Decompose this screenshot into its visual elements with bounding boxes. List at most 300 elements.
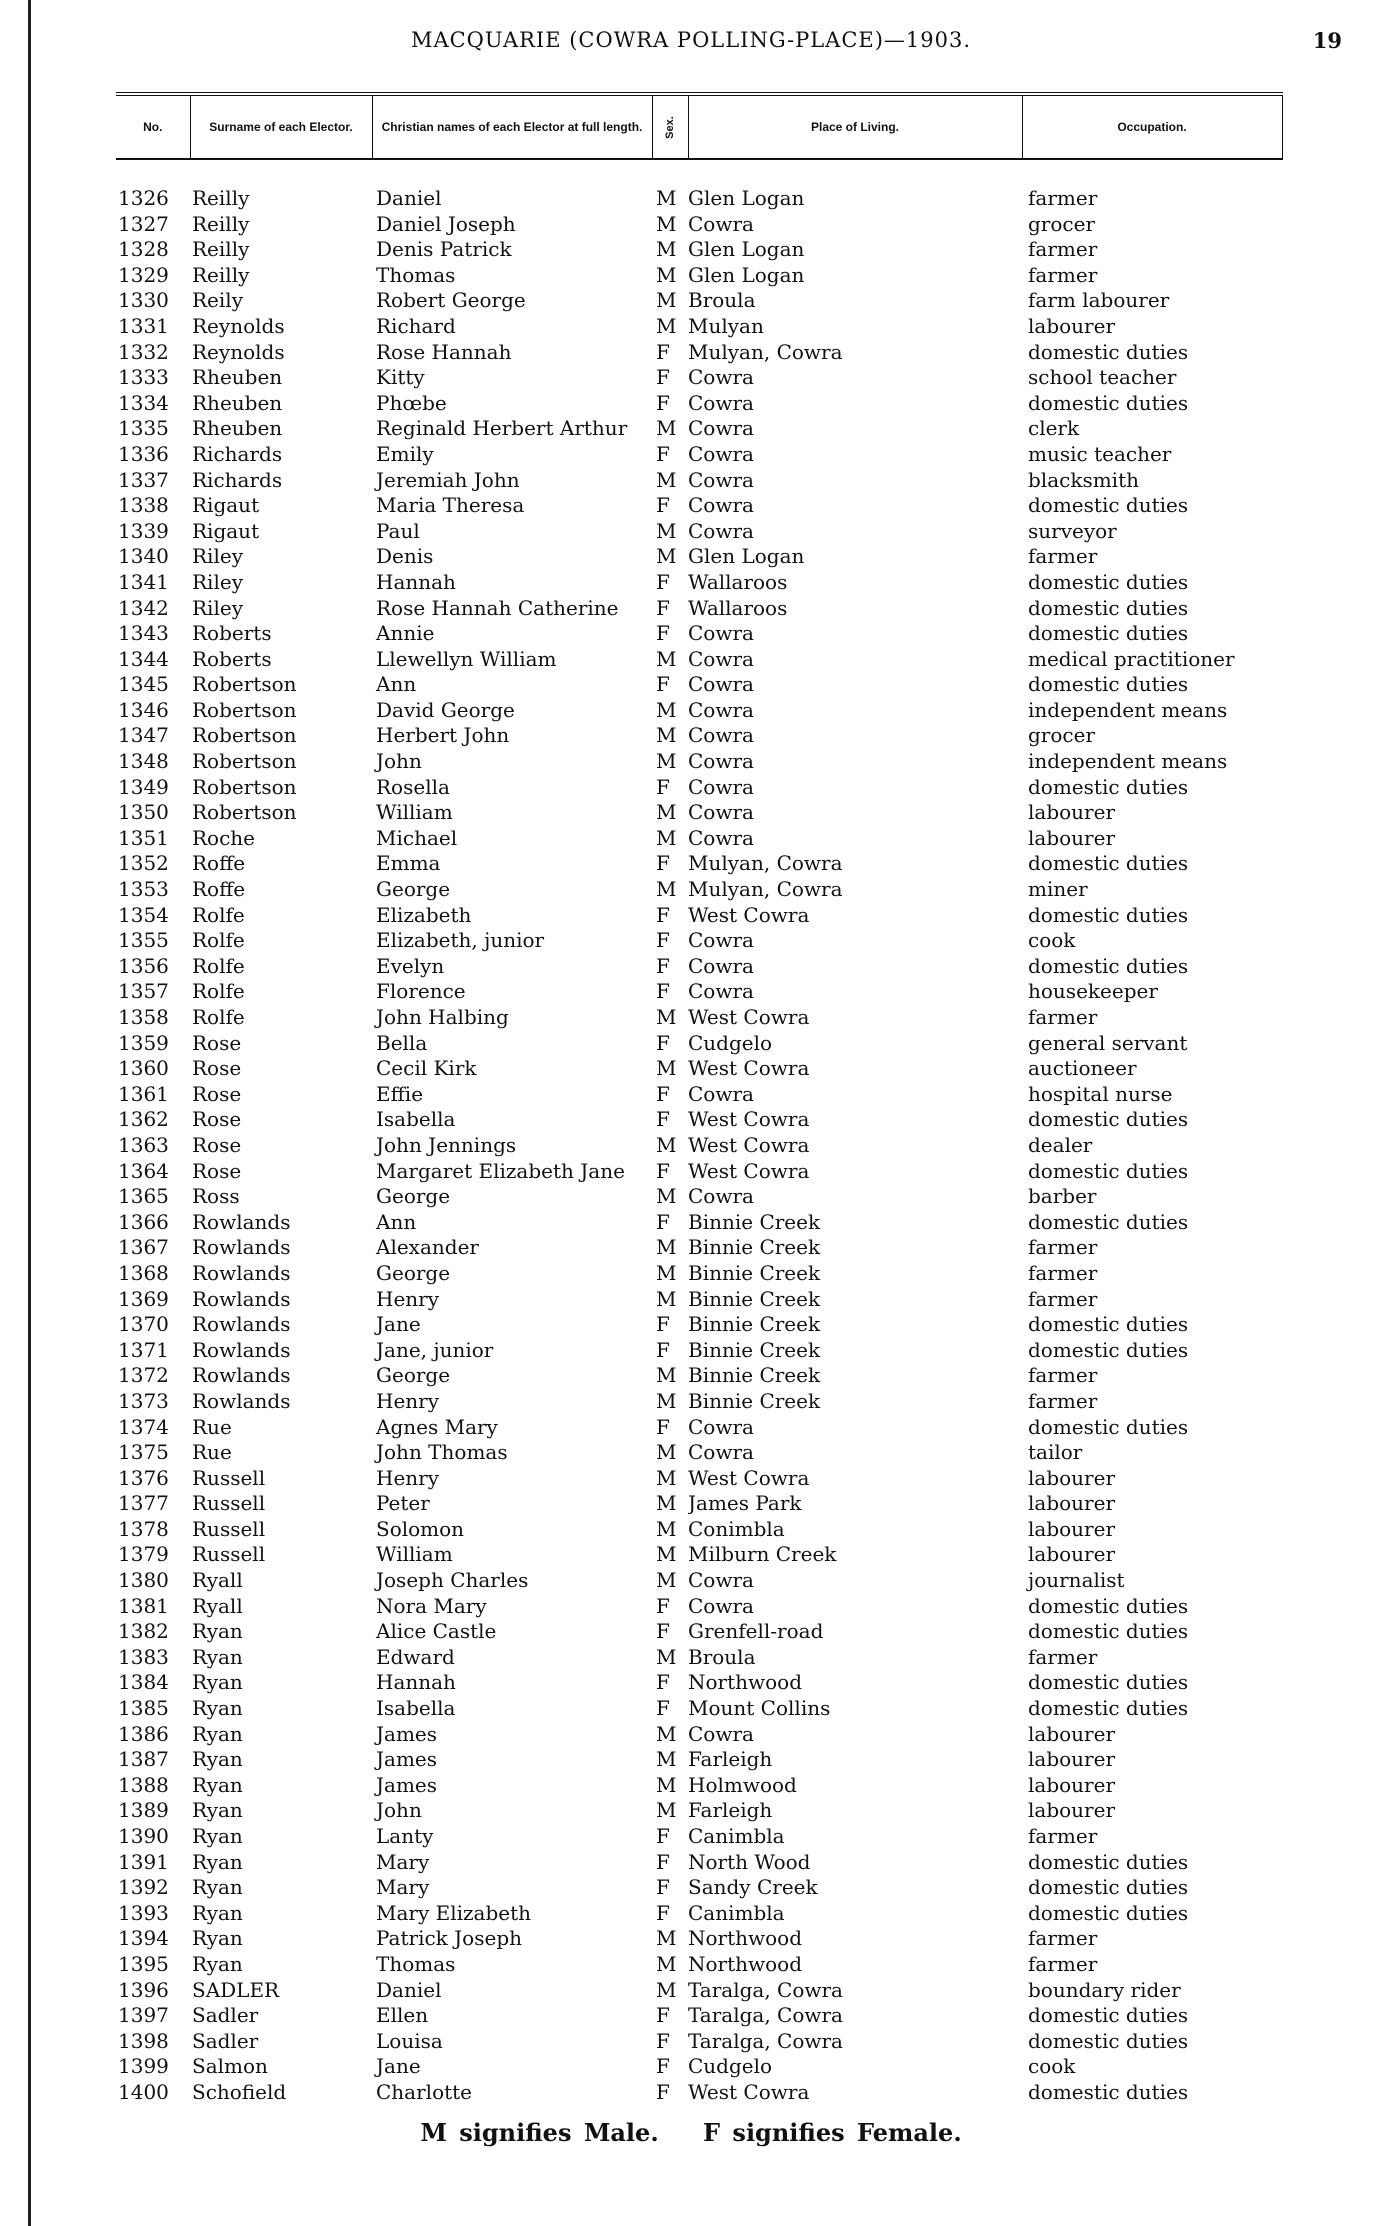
elector-surname: Ryall: [192, 1568, 243, 1593]
elector-place-of-living: Cowra: [688, 723, 754, 748]
table-row: [116, 851, 1282, 877]
elector-occupation: hospital nurse: [1028, 1081, 1173, 1106]
elector-surname: Ross: [192, 1184, 240, 1209]
elector-occupation: farm labourer: [1028, 288, 1170, 313]
elector-number: 1391: [118, 1849, 169, 1874]
table-row: [116, 800, 1282, 826]
elector-surname: Salmon: [192, 2054, 268, 2079]
elector-place-of-living: Cowra: [688, 672, 754, 697]
elector-place-of-living: Cudgelo: [688, 1030, 773, 1055]
elector-occupation: labourer: [1028, 1798, 1116, 1823]
elector-number: 1366: [118, 1209, 169, 1234]
elector-christian-names: George: [376, 877, 451, 902]
elector-surname: Roche: [192, 825, 256, 850]
elector-sex: F: [656, 2003, 670, 2028]
elector-number: 1354: [118, 902, 169, 927]
elector-sex: M: [656, 416, 677, 441]
elector-surname: Russell: [192, 1542, 266, 1567]
elector-christian-names: Peter: [376, 1491, 430, 1516]
elector-occupation: labourer: [1028, 1465, 1116, 1490]
elector-surname: Rheuben: [192, 390, 283, 415]
elector-place-of-living: Binnie Creek: [688, 1286, 821, 1311]
elector-sex: F: [656, 595, 670, 620]
elector-christian-names: Jane: [376, 1312, 421, 1337]
elector-place-of-living: Wallaroos: [688, 595, 788, 620]
elector-surname: Rose: [192, 1081, 242, 1106]
elector-surname: Rose: [192, 1056, 242, 1081]
elector-christian-names: James: [376, 1721, 438, 1746]
elector-place-of-living: West Cowra: [688, 1056, 810, 1081]
elector-occupation: domestic duties: [1028, 1670, 1189, 1695]
elector-christian-names: Thomas: [376, 1951, 456, 1976]
elector-place-of-living: Glen Logan: [688, 186, 805, 210]
elector-christian-names: Mary: [376, 1849, 430, 1874]
elector-place-of-living: Broula: [688, 288, 756, 313]
elector-number: 1367: [118, 1235, 169, 1260]
elector-christian-names: Louisa: [376, 2028, 443, 2053]
elector-occupation: labourer: [1028, 800, 1116, 825]
table-row: [116, 2003, 1282, 2029]
table-row: [116, 749, 1282, 775]
elector-surname: Reily: [192, 288, 243, 313]
elector-sex: M: [656, 1721, 677, 1746]
elector-place-of-living: Cowra: [688, 621, 754, 646]
elector-sex: M: [656, 1977, 677, 2002]
elector-surname: Rose: [192, 1132, 242, 1157]
elector-occupation: boundary rider: [1028, 1977, 1181, 2002]
legend-male: M signifies Male.: [420, 2118, 659, 2147]
elector-sex: M: [656, 1260, 677, 1285]
elector-place-of-living: Cowra: [688, 1440, 754, 1465]
elector-christian-names: William: [376, 800, 453, 825]
elector-surname: Robertson: [192, 749, 297, 774]
elector-sex: F: [656, 1312, 670, 1337]
elector-christian-names: John Thomas: [376, 1440, 508, 1465]
elector-surname: Rowlands: [192, 1363, 291, 1388]
table-row: [116, 1850, 1282, 1876]
table-row: [116, 1952, 1282, 1978]
elector-occupation: blacksmith: [1028, 467, 1139, 492]
elector-occupation: domestic duties: [1028, 1209, 1189, 1234]
elector-sex: M: [656, 313, 677, 338]
table-row: [116, 1619, 1282, 1645]
elector-place-of-living: Mulyan, Cowra: [688, 851, 843, 876]
elector-place-of-living: Cowra: [688, 774, 754, 799]
elector-number: 1365: [118, 1184, 169, 1209]
elector-number: 1348: [118, 749, 169, 774]
table-row: [116, 1670, 1282, 1696]
legend-female: F signifies Female.: [703, 2118, 962, 2147]
table-row: [116, 1901, 1282, 1927]
elector-place-of-living: Taralga, Cowra: [688, 2028, 843, 2053]
elector-number: 1327: [118, 211, 169, 236]
elector-occupation: domestic duties: [1028, 390, 1189, 415]
elector-occupation: labourer: [1028, 825, 1116, 850]
elector-surname: Rose: [192, 1030, 242, 1055]
elector-surname: Rolfe: [192, 928, 245, 953]
elector-christian-names: Nora Mary: [376, 1593, 487, 1618]
elector-surname: Rowlands: [192, 1337, 291, 1362]
elector-occupation: farmer: [1028, 1951, 1098, 1976]
elector-place-of-living: Cowra: [688, 441, 754, 466]
table-row: [116, 519, 1282, 545]
elector-christian-names: James: [376, 1747, 438, 1772]
elector-place-of-living: Binnie Creek: [688, 1337, 821, 1362]
elector-place-of-living: Farleigh: [688, 1798, 773, 1823]
elector-christian-names: Reginald Herbert Arthur: [376, 416, 628, 441]
elector-sex: F: [656, 1670, 670, 1695]
elector-christian-names: Kitty: [376, 365, 425, 390]
table-row: [116, 1159, 1282, 1185]
table-row: [116, 826, 1282, 852]
elector-christian-names: Elizabeth: [376, 902, 472, 927]
elector-surname: Ryan: [192, 1644, 243, 1669]
elector-place-of-living: Cowra: [688, 1721, 754, 1746]
elector-place-of-living: Cowra: [688, 928, 754, 953]
elector-surname: Ryall: [192, 1593, 243, 1618]
elector-christian-names: Alexander: [376, 1235, 479, 1260]
elector-number: 1344: [118, 646, 169, 671]
elector-surname: Rowlands: [192, 1286, 291, 1311]
table-header: [116, 94, 1282, 159]
elector-sex: M: [656, 1388, 677, 1413]
elector-place-of-living: Cowra: [688, 749, 754, 774]
elector-occupation: domestic duties: [1028, 1107, 1189, 1132]
elector-occupation: domestic duties: [1028, 1414, 1189, 1439]
elector-christian-names: Ann: [376, 672, 417, 697]
table-row: [116, 1287, 1282, 1313]
running-head: [0, 26, 1382, 62]
elector-occupation: grocer: [1028, 723, 1096, 748]
elector-occupation: farmer: [1028, 1388, 1098, 1413]
table-row: [116, 1594, 1282, 1620]
elector-number: 1371: [118, 1337, 169, 1362]
elector-number: 1381: [118, 1593, 169, 1618]
elector-surname: Roffe: [192, 851, 246, 876]
elector-occupation: labourer: [1028, 1491, 1116, 1516]
elector-occupation: domestic duties: [1028, 774, 1189, 799]
elector-number: 1393: [118, 1900, 169, 1925]
elector-occupation: clerk: [1028, 416, 1080, 441]
elector-surname: Sadler: [192, 2028, 259, 2053]
elector-place-of-living: Cowra: [688, 416, 754, 441]
elector-sex: F: [656, 928, 670, 953]
elector-sex: F: [656, 1619, 670, 1644]
elector-occupation: domestic duties: [1028, 595, 1189, 620]
elector-place-of-living: Cowra: [688, 697, 754, 722]
elector-number: 1380: [118, 1568, 169, 1593]
elector-christian-names: George: [376, 1184, 451, 1209]
elector-surname: Ryan: [192, 1926, 243, 1951]
elector-number: 1337: [118, 467, 169, 492]
elector-christian-names: Richard: [376, 313, 456, 338]
elector-christian-names: Michael: [376, 825, 458, 850]
elector-number: 1386: [118, 1721, 169, 1746]
elector-surname: Rolfe: [192, 902, 245, 927]
elector-place-of-living: Binnie Creek: [688, 1312, 821, 1337]
elector-sex: M: [656, 877, 677, 902]
elector-occupation: journalist: [1028, 1568, 1125, 1593]
elector-occupation: labourer: [1028, 1721, 1116, 1746]
elector-place-of-living: Sandy Creek: [688, 1875, 818, 1900]
elector-surname: SADLER: [192, 1977, 280, 2002]
elector-sex: F: [656, 390, 670, 415]
elector-occupation: labourer: [1028, 1542, 1116, 1567]
table-row: [116, 954, 1282, 980]
elector-christian-names: Evelyn: [376, 953, 445, 978]
elector-number: 1360: [118, 1056, 169, 1081]
elector-surname: Rowlands: [192, 1260, 291, 1285]
elector-occupation: farmer: [1028, 1824, 1098, 1848]
elector-place-of-living: Mulyan, Cowra: [688, 877, 843, 902]
elector-occupation: domestic duties: [1028, 1337, 1189, 1362]
elector-place-of-living: Canimbla: [688, 1900, 785, 1925]
elector-place-of-living: Cowra: [688, 800, 754, 825]
table-row: [116, 1338, 1282, 1364]
table-row: [116, 979, 1282, 1005]
elector-occupation: domestic duties: [1028, 2003, 1189, 2028]
elector-surname: Ryan: [192, 1721, 243, 1746]
elector-number: 1353: [118, 877, 169, 902]
elector-surname: Ryan: [192, 1900, 243, 1925]
elector-place-of-living: Northwood: [688, 1670, 803, 1695]
elector-number: 1370: [118, 1312, 169, 1337]
elector-place-of-living: West Cowra: [688, 1158, 810, 1183]
elector-place-of-living: West Cowra: [688, 2079, 810, 2104]
elector-surname: Rolfe: [192, 1005, 245, 1029]
elector-christian-names: Margaret Elizabeth Jane: [376, 1158, 625, 1183]
table-row: [116, 1645, 1282, 1671]
elector-christian-names: James: [376, 1772, 438, 1797]
elector-christian-names: Llewellyn William: [376, 646, 557, 671]
elector-number: 1333: [118, 365, 169, 390]
elector-number: 1390: [118, 1824, 169, 1848]
elector-sex: M: [656, 1005, 677, 1029]
table-row: [116, 212, 1282, 238]
elector-place-of-living: Binnie Creek: [688, 1235, 821, 1260]
elector-christian-names: Robert George: [376, 288, 526, 313]
table-row: [116, 1747, 1282, 1773]
elector-surname: Russell: [192, 1491, 266, 1516]
elector-number: 1334: [118, 390, 169, 415]
table-row: [116, 1133, 1282, 1159]
elector-sex: M: [656, 467, 677, 492]
elector-number: 1389: [118, 1798, 169, 1823]
elector-sex: M: [656, 518, 677, 543]
elector-surname: Ryan: [192, 1696, 243, 1721]
table-row: [116, 186, 1282, 212]
elector-number: 1362: [118, 1107, 169, 1132]
elector-number: 1361: [118, 1081, 169, 1106]
table-row: [116, 544, 1282, 570]
elector-christian-names: Elizabeth, junior: [376, 928, 545, 953]
elector-sex: M: [656, 1951, 677, 1976]
table-row: [116, 1824, 1282, 1850]
elector-place-of-living: Cowra: [688, 467, 754, 492]
table-row: [116, 1184, 1282, 1210]
elector-sex: F: [656, 1593, 670, 1618]
table-row: [116, 1056, 1282, 1082]
elector-occupation: farmer: [1028, 1005, 1098, 1029]
elector-place-of-living: Cudgelo: [688, 2054, 773, 2079]
table-row: [116, 468, 1282, 494]
elector-occupation: domestic duties: [1028, 1593, 1189, 1618]
elector-number: 1392: [118, 1875, 169, 1900]
elector-place-of-living: Holmwood: [688, 1772, 797, 1797]
elector-sex: F: [656, 953, 670, 978]
elector-place-of-living: Cowra: [688, 211, 754, 236]
elector-christian-names: Phœbe: [376, 390, 447, 415]
elector-place-of-living: Taralga, Cowra: [688, 1977, 843, 2002]
elector-sex: M: [656, 1235, 677, 1260]
elector-occupation: grocer: [1028, 211, 1096, 236]
elector-place-of-living: North Wood: [688, 1849, 811, 1874]
elector-occupation: farmer: [1028, 1235, 1098, 1260]
elector-number: 1397: [118, 2003, 169, 2028]
elector-christian-names: Alice Castle: [376, 1619, 497, 1644]
elector-surname: Rolfe: [192, 979, 245, 1004]
elector-sex: M: [656, 749, 677, 774]
elector-place-of-living: Northwood: [688, 1951, 803, 1976]
elector-sex: M: [656, 262, 677, 287]
elector-number: 1376: [118, 1465, 169, 1490]
elector-place-of-living: Glen Logan: [688, 262, 805, 287]
elector-christian-names: Mary: [376, 1875, 430, 1900]
column-header-place: Place of Living.: [688, 94, 1022, 159]
elector-christian-names: Emily: [376, 441, 434, 466]
elector-sex: F: [656, 1849, 670, 1874]
table-row: [116, 493, 1282, 519]
elector-number: 1355: [118, 928, 169, 953]
elector-sex: M: [656, 1798, 677, 1823]
elector-number: 1382: [118, 1619, 169, 1644]
elector-sex: M: [656, 1286, 677, 1311]
elector-surname: Roffe: [192, 877, 246, 902]
elector-sex: M: [656, 544, 677, 569]
elector-sex: F: [656, 1081, 670, 1106]
elector-occupation: farmer: [1028, 1363, 1098, 1388]
elector-number: 1338: [118, 493, 169, 518]
elector-occupation: labourer: [1028, 313, 1116, 338]
elector-occupation: labourer: [1028, 1747, 1116, 1772]
elector-number: 1329: [118, 262, 169, 287]
elector-number: 1332: [118, 339, 169, 364]
elector-occupation: music teacher: [1028, 441, 1172, 466]
elector-christian-names: John Halbing: [376, 1005, 509, 1029]
elector-christian-names: Rose Hannah Catherine: [376, 595, 619, 620]
elector-occupation: domestic duties: [1028, 1312, 1189, 1337]
elector-sex: M: [656, 1772, 677, 1797]
elector-occupation: independent means: [1028, 749, 1228, 774]
elector-sex: M: [656, 1132, 677, 1157]
elector-sex: F: [656, 1158, 670, 1183]
electors-table: [116, 92, 1283, 2106]
table-row: [116, 442, 1282, 468]
table-row: [116, 1466, 1282, 1492]
elector-occupation: domestic duties: [1028, 2079, 1189, 2104]
table-row: [116, 903, 1282, 929]
elector-number: 1368: [118, 1260, 169, 1285]
elector-christian-names: Mary Elizabeth: [376, 1900, 532, 1925]
elector-sex: M: [656, 1440, 677, 1465]
elector-surname: Ryan: [192, 1772, 243, 1797]
elector-occupation: farmer: [1028, 186, 1098, 210]
table-row: [116, 1491, 1282, 1517]
elector-christian-names: Agnes Mary: [376, 1414, 498, 1439]
elector-occupation: farmer: [1028, 262, 1098, 287]
binding-edge: [28, 0, 31, 2226]
table-row: [116, 621, 1282, 647]
elector-surname: Ryan: [192, 1951, 243, 1976]
elector-sex: F: [656, 1030, 670, 1055]
table-row: [116, 1312, 1282, 1338]
column-header-sex-label: Sex.: [663, 115, 676, 139]
table-row: [116, 1440, 1282, 1466]
elector-number: 1378: [118, 1516, 169, 1541]
elector-place-of-living: Cowra: [688, 493, 754, 518]
elector-occupation: school teacher: [1028, 365, 1177, 390]
elector-sex: F: [656, 851, 670, 876]
elector-surname: Rose: [192, 1107, 242, 1132]
elector-sex: M: [656, 1747, 677, 1772]
elector-number: 1399: [118, 2054, 169, 2079]
elector-occupation: farmer: [1028, 237, 1098, 262]
table-row: [116, 1798, 1282, 1824]
elector-surname: Riley: [192, 569, 243, 594]
elector-christian-names: Henry: [376, 1465, 440, 1490]
elector-occupation: domestic duties: [1028, 1158, 1189, 1183]
elector-number: 1369: [118, 1286, 169, 1311]
table-body: [116, 159, 1282, 2106]
elector-occupation: domestic duties: [1028, 339, 1189, 364]
elector-surname: Rheuben: [192, 365, 283, 390]
elector-sex: M: [656, 211, 677, 236]
elector-christian-names: George: [376, 1260, 451, 1285]
elector-christian-names: Daniel Joseph: [376, 211, 516, 236]
table-row: [116, 672, 1282, 698]
elector-christian-names: Herbert John: [376, 723, 510, 748]
table-row: [116, 237, 1282, 263]
elector-occupation: farmer: [1028, 1644, 1098, 1669]
elector-place-of-living: Binnie Creek: [688, 1260, 821, 1285]
elector-sex: F: [656, 493, 670, 518]
page-number: 19: [1312, 28, 1342, 53]
elector-place-of-living: Cowra: [688, 1593, 754, 1618]
elector-christian-names: John Jennings: [376, 1132, 517, 1157]
elector-sex: M: [656, 646, 677, 671]
table-row: [116, 416, 1282, 442]
table-row: [116, 1978, 1282, 2004]
elector-occupation: farmer: [1028, 1926, 1098, 1951]
elector-sex: F: [656, 441, 670, 466]
elector-place-of-living: Northwood: [688, 1926, 803, 1951]
elector-sex: M: [656, 1184, 677, 1209]
elector-surname: Rue: [192, 1440, 232, 1465]
elector-number: 1347: [118, 723, 169, 748]
table-row: [116, 1082, 1282, 1108]
elector-christian-names: Denis: [376, 544, 434, 569]
header-spacer: [116, 159, 1282, 186]
elector-christian-names: Annie: [376, 621, 435, 646]
table-row: [116, 1107, 1282, 1133]
elector-surname: Richards: [192, 441, 283, 466]
elector-number: 1379: [118, 1542, 169, 1567]
table-row: [116, 391, 1282, 417]
elector-sex: M: [656, 800, 677, 825]
elector-surname: Rose: [192, 1158, 242, 1183]
elector-christian-names: Edward: [376, 1644, 455, 1669]
elector-number: 1383: [118, 1644, 169, 1669]
